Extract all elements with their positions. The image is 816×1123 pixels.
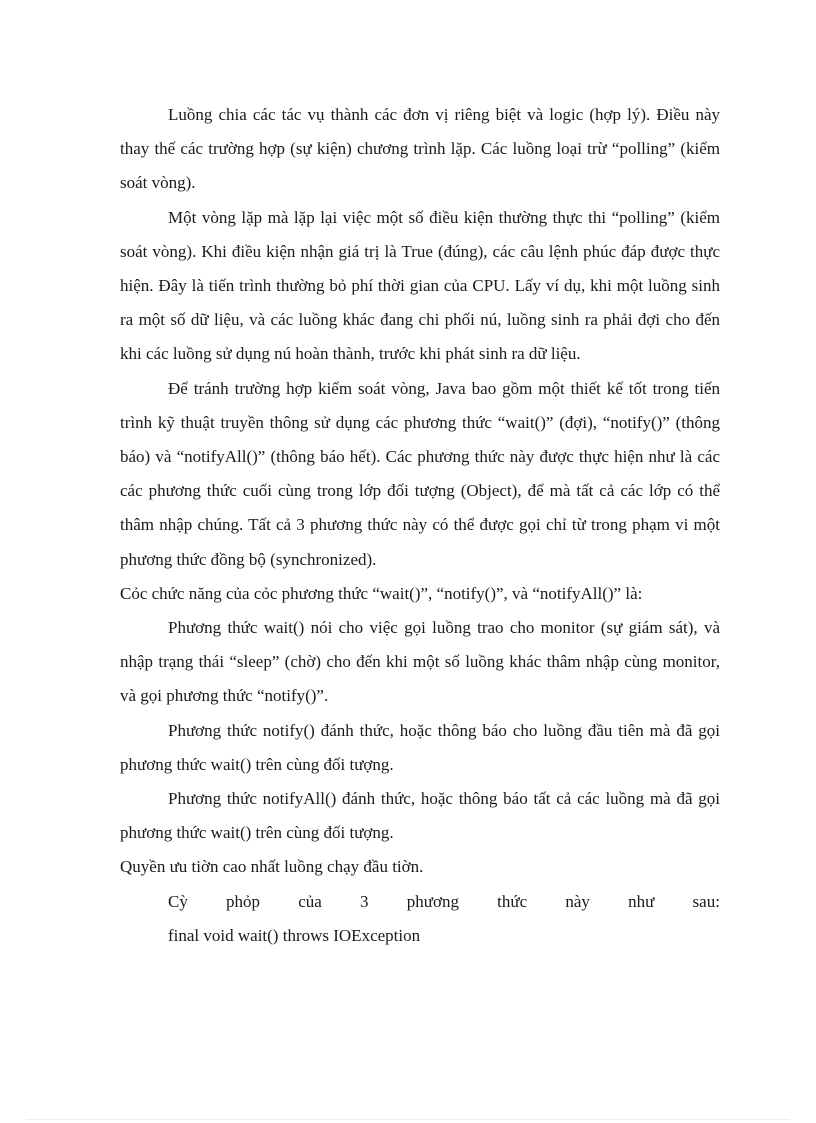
paragraph-java-methods: Để tránh trường hợp kiểm soát vòng, Java bao gồm một thiết kế tốt trong tiến trình kỹ thuật truyền thông sử dụng các phương thức “wait()” (đợi), “notify()” (thông báo) và “notifyAll()” (thông báo hết). Các phương thức này được thực hiện như là các các phương thức cuối cùng trong lớp đối tượng (Object), để mà tất cả các lớp có thể thâm nhập chúng. Tất cả 3 phương thức này có thể được gọi chỉ từ trong phạm vi một phương thức đồng bộ (synchronized). — [120, 378, 720, 569]
paragraph-notifyall-method: Phương thức notifyAll() đánh thức, hoặc thông báo tất cả các luồng mà đã gọi phương thức wait() trên cùng đối tượng. — [120, 789, 720, 843]
syntax-word: của — [298, 891, 322, 911]
syntax-heading-line — [168, 885, 720, 919]
paragraph-functions-heading: Cỏc chức năng của cỏc phương thức “wait()”, “notify()”, và “notifyAll()” là: — [120, 583, 643, 603]
syntax-word: Cỳ — [168, 891, 188, 911]
syntax-word: sau: — [692, 891, 720, 911]
syntax-word: phương — [406, 891, 459, 911]
syntax-word: như — [628, 891, 655, 911]
syntax-word: phỏp — [226, 891, 261, 911]
paragraph-priority: Quyền ưu tiờn cao nhất luồng chạy đầu tiờn. — [120, 857, 424, 877]
paragraph-wait-method: Phương thức wait() nói cho việc gọi luồng trao cho monitor (sự giám sát), và nhập trạng thái “sleep” (chờ) cho đến khi một số luồng khác thâm nhập cùng monitor, và gọi phương thức “notify()”. — [120, 618, 720, 706]
syntax-word: 3 — [360, 891, 369, 911]
paragraph-notify-method: Phương thức notify() đánh thức, hoặc thông báo cho luồng đầu tiên mà đã gọi phương thức wait() trên cùng đối tượng. — [120, 720, 720, 774]
syntax-block — [120, 885, 720, 953]
paragraph-polling-loop: Một vòng lặp mà lặp lại việc một số điều kiện thường thực thi “polling” (kiểm soát vòng). Khi điều kiện nhận giá trị là True (đúng), các câu lệnh phúc đáp được thực hiện. Đây là tiến trình thường bỏ phí thời gian của CPU. Lấy ví dụ, khi một luồng sinh ra một số dữ liệu, và các luồng khác đang chi phối nú, luồng sinh ra phải đợi cho đến khi các luồng sử dụng nú hoàn thành, trước khi phát sinh ra dữ liệu. — [120, 207, 720, 364]
page-bottom-rule — [26, 1119, 790, 1120]
document-body — [120, 98, 720, 953]
paragraph-threads-intro: Luồng chia các tác vụ thành các đơn vị riêng biệt và logic (hợp lý). Điều này thay thế các trường hợp (sự kiện) chương trình lặp. Các luồng loại trừ “polling” (kiểm soát vòng). — [120, 105, 720, 193]
code-line-wait: final void wait() throws IOException — [168, 925, 421, 945]
syntax-word: này — [565, 891, 590, 911]
syntax-word: thức — [497, 891, 528, 911]
